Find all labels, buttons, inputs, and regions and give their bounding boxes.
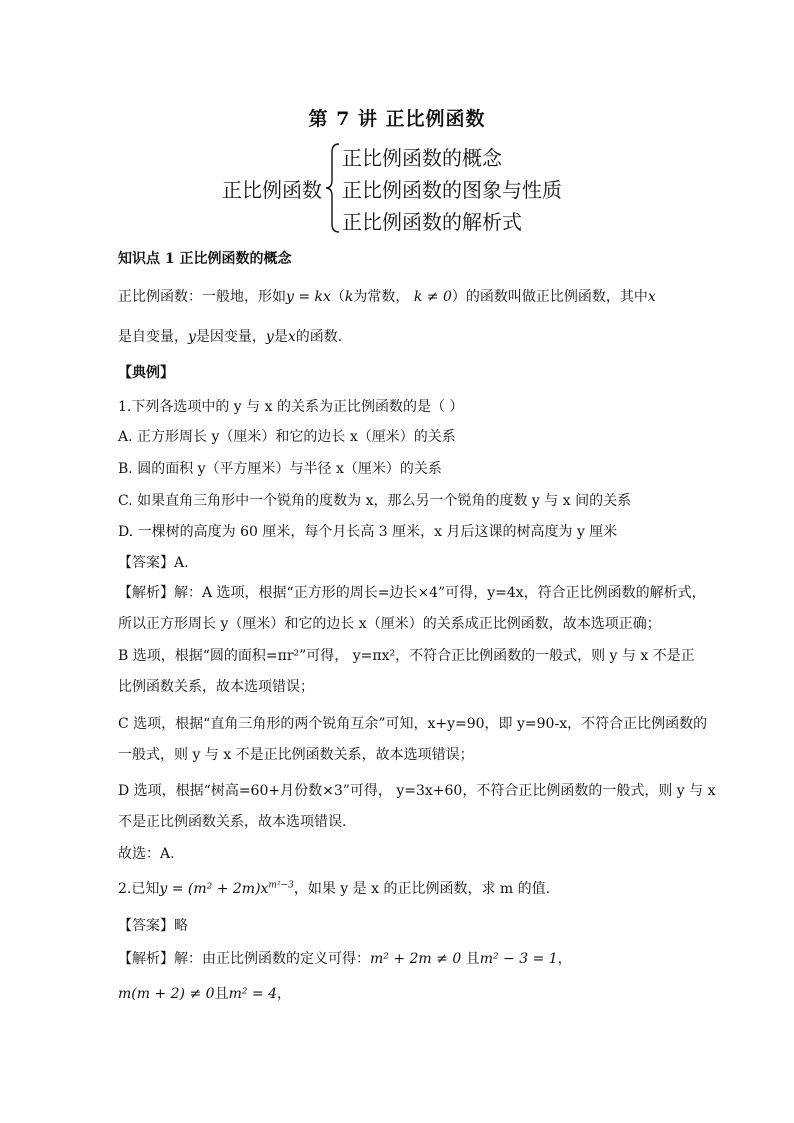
text: 【解析】解：由正比例函数的定义可得： <box>118 951 370 967</box>
text: 是自变量， <box>118 329 188 345</box>
analysis-line <box>118 983 291 1003</box>
definition-line-2 <box>118 326 342 346</box>
formula: y <box>188 329 196 345</box>
text: ， <box>557 951 572 967</box>
text: 为常数， <box>353 289 414 305</box>
question-1-answer: 【答案】A. <box>118 555 189 571</box>
analysis-conclusion: 故选：A. <box>118 846 175 862</box>
outline-item-graph: 正比例函数的图象与性质 <box>342 178 562 202</box>
outline-item-formula: 正比例函数的解析式 <box>342 210 522 234</box>
formula: m(m + 2) ≠ 0 <box>118 986 215 1002</box>
text: ）的函数叫做正比例函数，其中 <box>451 289 648 305</box>
formula: m² + 2m ≠ 0 <box>370 951 462 967</box>
analysis-line: 【解析】解：A 选项，根据“正方形的周长=边长×4”可得，y=4x，符合正比例函数的解析式， <box>118 585 706 601</box>
question-2-answer: 【答案】略 <box>118 918 188 934</box>
analysis-line: B 选项，根据“圆的面积=πr²”可得， y=πx²，不符合正比例函数的一般式，则 y 与 x 不是正 <box>118 648 695 664</box>
analysis-line <box>118 948 572 968</box>
formula: x <box>647 289 656 305</box>
text: 的函数. <box>295 329 343 345</box>
section-heading: 知识点 1 正比例函数的概念 <box>118 251 292 267</box>
text: （ <box>330 289 345 305</box>
text: 且 <box>461 951 480 967</box>
question-1-stem: 1.下列各选项中的 y 与 x 的关系为正比例函数的是（ ） <box>118 399 464 415</box>
outline-brace <box>325 142 341 234</box>
formula-exponent: m²−3 <box>268 880 294 891</box>
formula: k ≠ 0 <box>413 289 452 305</box>
text: 是因变量， <box>195 329 266 345</box>
analysis-line: 一般式，则 y 与 x 不是正比例函数关系，故本选项错误； <box>118 747 474 763</box>
text: 2.已知 <box>118 881 160 897</box>
text: 且 <box>214 986 229 1002</box>
text: ，如果 y 是 x 的正比例函数，求 m 的值. <box>293 881 551 897</box>
outline-root: 正比例函数 <box>222 178 322 202</box>
definition-line-1 <box>118 286 656 306</box>
formula: k <box>344 289 354 305</box>
text: 正比例函数：一般地，形如 <box>118 289 286 305</box>
text: 是 <box>273 329 288 345</box>
question-1-option-b: B. 圆的面积 y（平方厘米）与半径 x（厘米）的关系 <box>118 461 442 477</box>
question-1-option-a: A. 正方形周长 y（厘米）和它的边长 x（厘米）的关系 <box>118 429 456 445</box>
formula: m² = 4 <box>228 986 277 1002</box>
example-label: 【典例】 <box>118 365 174 381</box>
page-title: 第 7 讲 正比例函数 <box>308 108 486 130</box>
analysis-line: C 选项，根据“直角三角形的两个锐角互余”可知，x+y=90，即 y=90-x，不符合正比例函数的 <box>118 716 708 732</box>
analysis-line: D 选项，根据“树高=60+月份数×3”可得， y=3x+60，不符合正比例函数的一般式，则 y 与 x <box>118 783 716 799</box>
analysis-line: 比例函数关系，故本选项错误； <box>118 679 314 695</box>
question-2-stem <box>118 878 550 898</box>
question-1-option-c: C. 如果直角三角形中一个锐角的度数为 x，那么另一个锐角的度数 y 与 x 间的关系 <box>118 493 632 509</box>
formula: y = (m² + 2m)x <box>159 881 269 897</box>
formula: x <box>287 329 296 345</box>
analysis-line: 所以正方形周长 y（厘米）和它的边长 x（厘米）的关系成正比例函数，故本选项正确； <box>118 616 661 632</box>
formula: y = kx <box>286 289 331 305</box>
question-1-option-d: D. 一棵树的高度为 60 厘米，每个月长高 3 厘米，x 月后这课的树高度为 y 厘米 <box>118 524 618 540</box>
text: ， <box>277 986 291 1002</box>
outline-item-concept: 正比例函数的概念 <box>342 146 502 170</box>
analysis-line: 不是正比例函数关系，故本选项错误. <box>118 814 347 830</box>
formula: y <box>265 329 274 345</box>
formula: m² − 3 = 1 <box>479 951 558 967</box>
